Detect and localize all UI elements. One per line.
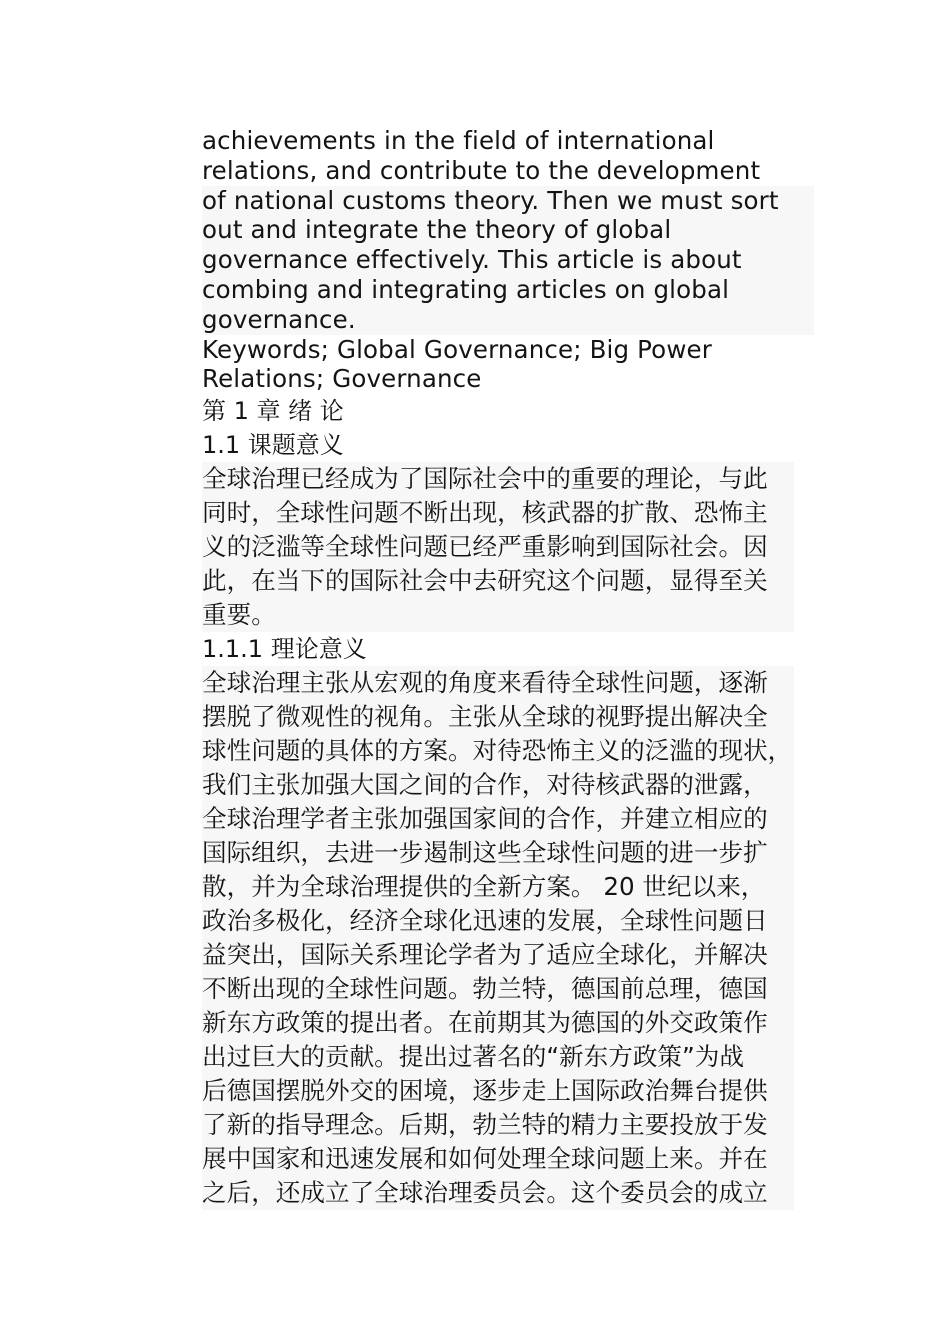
document-page bbox=[202, 126, 814, 1210]
abstract-text-line: governance effectively. This article is about bbox=[202, 245, 814, 275]
body-text-line: 同时，全球性问题不断出现，核武器的扩散、恐怖主 bbox=[202, 496, 794, 530]
abstract-text-line: governance. bbox=[202, 305, 814, 335]
body-text-line: 重要。 bbox=[202, 598, 794, 632]
body-text-line: 我们主张加强大国之间的合作，对待核武器的泄露， bbox=[202, 768, 794, 802]
body-text-line: 全球治理学者主张加强国家间的合作，并建立相应的 bbox=[202, 802, 794, 836]
abstract-text-line: relations, and contribute to the development bbox=[202, 155, 761, 185]
section-title-1-1: 1.1 课题意义 bbox=[202, 431, 344, 460]
body-text-line: 政治多极化，经济全球化迅速的发展，全球性问题日 bbox=[202, 904, 794, 938]
body-text-line: 出过巨大的贡献。提出过著名的“新东方政策”为战 bbox=[202, 1040, 794, 1074]
section-1-1-1-paragraph bbox=[202, 666, 794, 1210]
body-text-line: 义的泛滥等全球性问题已经严重影响到国际社会。因 bbox=[202, 530, 794, 564]
keywords-text-line: Keywords; Global Governance; Big Power bbox=[202, 334, 712, 364]
body-text-line: 新东方政策的提出者。在前期其为德国的外交政策作 bbox=[202, 1006, 794, 1040]
abstract-text-line: combing and integrating articles on global bbox=[202, 275, 814, 305]
body-text-line: 不断出现的全球性问题。勃兰特，德国前总理，德国 bbox=[202, 972, 794, 1006]
section-title-1-1-1: 1.1.1 理论意义 bbox=[202, 635, 367, 664]
chapter-title: 第 1 章 绪 论 bbox=[202, 397, 344, 426]
body-text-line: 展中国家和迅速发展和如何处理全球问题上来。并在 bbox=[202, 1142, 794, 1176]
keywords-line bbox=[202, 335, 814, 395]
body-text-line: 后德国摆脱外交的困境，逐步走上国际政治舞台提供 bbox=[202, 1074, 794, 1108]
abstract-text-line: of national customs theory. Then we must sort bbox=[202, 186, 814, 216]
body-text-line: 此，在当下的国际社会中去研究这个问题，显得至关 bbox=[202, 564, 794, 598]
section-1-1-paragraph bbox=[202, 462, 794, 632]
body-text-line: 益突出，国际关系理论学者为了适应全球化，并解决 bbox=[202, 938, 794, 972]
body-text-line: 全球治理已经成为了国际社会中的重要的理论，与此 bbox=[202, 462, 794, 496]
abstract-paragraph bbox=[202, 126, 814, 335]
english-abstract bbox=[202, 126, 814, 394]
abstract-text-line: achievements in the field of international bbox=[202, 126, 715, 155]
body-text-line: 球性问题的具体的方案。对待恐怖主义的泛滥的现状， bbox=[202, 734, 794, 768]
body-text-line: 摆脱了微观性的视角。主张从全球的视野提出解决全 bbox=[202, 700, 794, 734]
body-text-line: 之后，还成立了全球治理委员会。这个委员会的成立 bbox=[202, 1176, 794, 1210]
body-text-line: 了新的指导理念。后期，勃兰特的精力主要投放于发 bbox=[202, 1108, 794, 1142]
abstract-text-line: out and integrate the theory of global bbox=[202, 215, 814, 245]
body-text-line: 散，并为全球治理提供的全新方案。 20 世纪以来， bbox=[202, 870, 794, 904]
body-text-line: 全球治理主张从宏观的角度来看待全球性问题，逐渐 bbox=[202, 666, 794, 700]
body-text-line: 国际组织，去进一步遏制这些全球性问题的进一步扩 bbox=[202, 836, 794, 870]
keywords-text-line: Relations; Governance bbox=[202, 364, 482, 394]
